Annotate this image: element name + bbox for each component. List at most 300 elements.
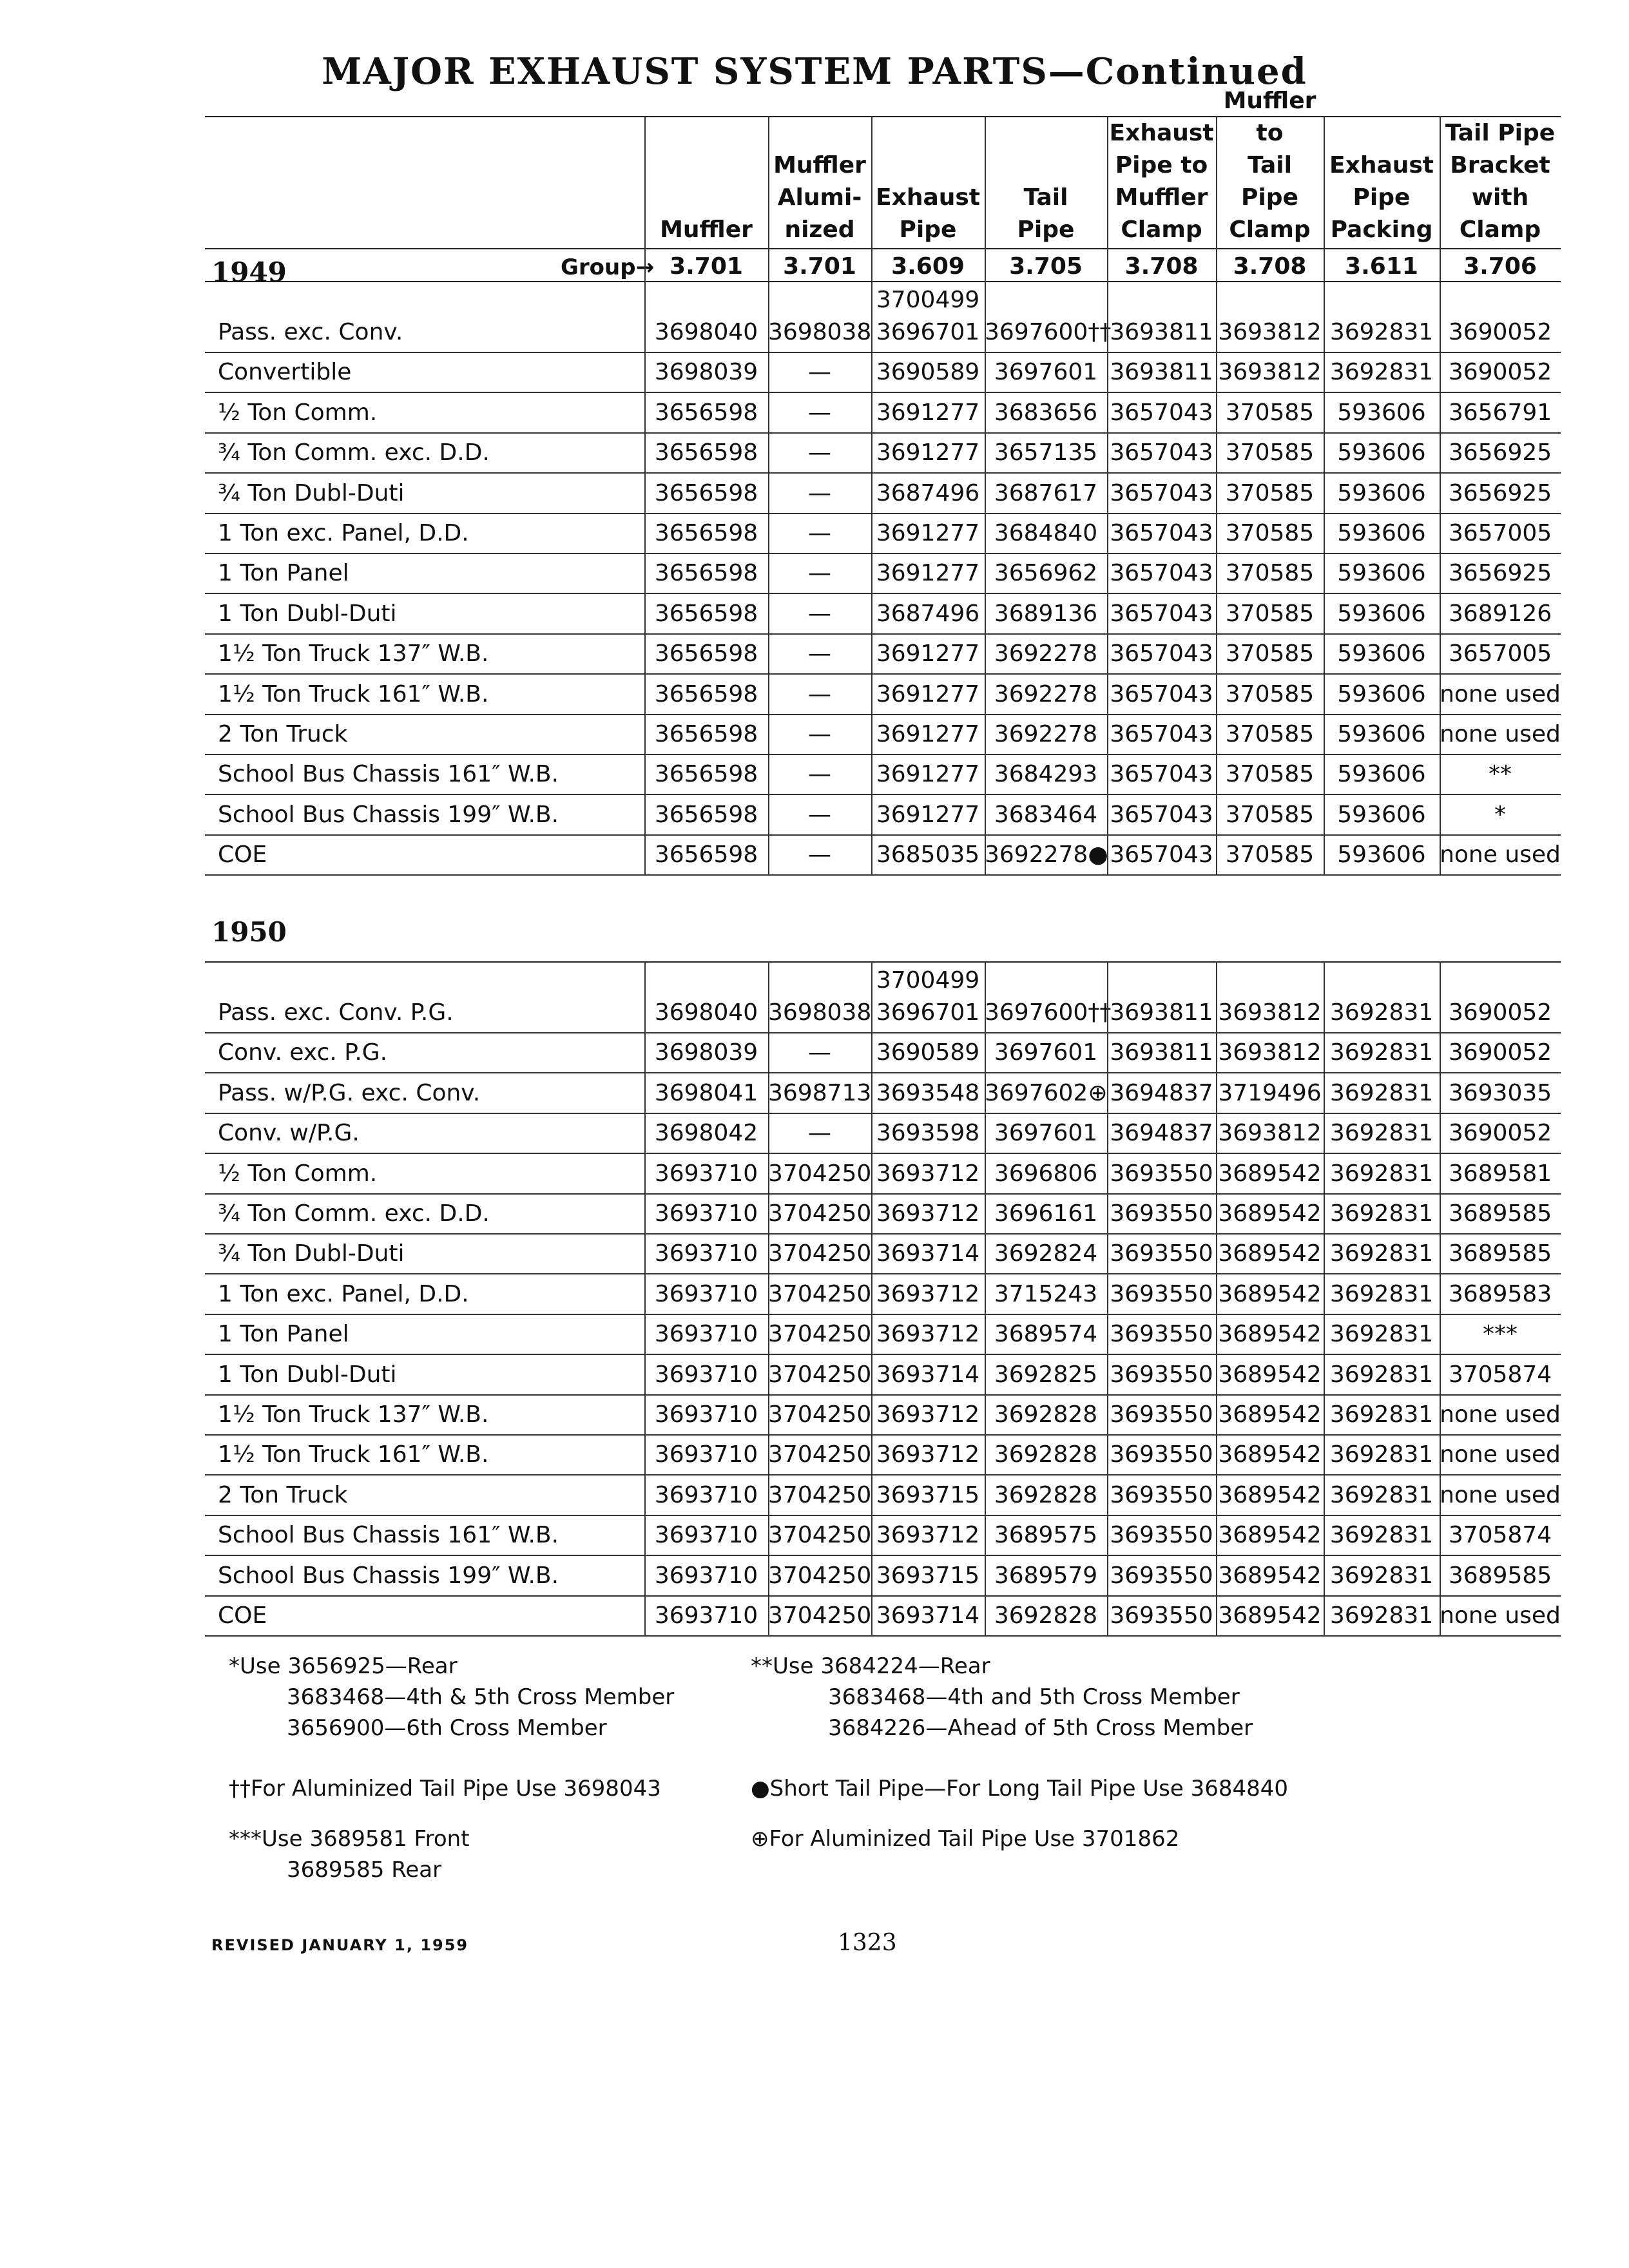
table-cell: 3704250: [768, 1441, 872, 1468]
table-cell: none used: [1440, 1602, 1561, 1629]
table-cell: 3696161: [994, 1200, 1098, 1227]
table-cell: 3687496: [876, 600, 980, 627]
table-cell: 593606: [1337, 761, 1426, 788]
table-cell: 3719496: [1218, 1079, 1322, 1106]
table-cell: 3656598: [654, 520, 758, 546]
table-cell: 3657043: [1110, 600, 1213, 627]
row-label: ¾ Ton Comm. exc. D.D.: [218, 439, 490, 466]
table-cell: 3705874: [1448, 1361, 1552, 1388]
table-cell: 370585: [1225, 761, 1315, 788]
table-cell: 3692828: [994, 1602, 1098, 1629]
table-cell: 3693812: [1218, 359, 1322, 386]
table-cell: 3693550: [1110, 1602, 1213, 1629]
table-cell: 3690052: [1448, 1120, 1552, 1147]
table-cell: 3692831: [1329, 1321, 1434, 1348]
table-cell: 3693710: [654, 1361, 758, 1388]
table-cell: 3689542: [1218, 1160, 1322, 1187]
table-cell: 3696701: [876, 999, 980, 1026]
table-cell: 3689542: [1218, 1522, 1322, 1549]
row-label: 1 Ton Panel: [218, 1321, 349, 1348]
column-header-line: to: [1256, 120, 1284, 146]
table-cell: 3692831: [1329, 1401, 1434, 1428]
table-cell: 3656925: [1448, 560, 1552, 587]
table-cell: 3693550: [1110, 1240, 1213, 1267]
table-cell: 3656598: [654, 640, 758, 668]
column-header: [768, 116, 871, 246]
table-cell: none used: [1440, 680, 1561, 707]
table-cell: 3692831: [1329, 1240, 1434, 1267]
column-header-line: Pipe: [1017, 216, 1075, 243]
table-cell: 3689574: [994, 1321, 1098, 1348]
table-cell: 3693710: [654, 1200, 758, 1227]
table-cell: 3693715: [876, 1481, 980, 1508]
column-header-line: Muffler: [660, 216, 753, 243]
table-cell: 3692831: [1329, 359, 1434, 386]
table-cell: 3657043: [1110, 721, 1213, 747]
row-label: ½ Ton Comm.: [218, 1160, 378, 1187]
table-cell: 3692825: [994, 1361, 1098, 1388]
table-cell: 3698039: [654, 359, 758, 386]
table-cell: 3697601: [994, 1039, 1098, 1066]
table-cell: 3693811: [1110, 999, 1213, 1026]
table-cell: 3689542: [1218, 1200, 1322, 1227]
table-cell: 3692831: [1329, 1361, 1434, 1388]
footnote-line: **Use 3684224—Rear: [751, 1653, 990, 1679]
row-label: COE: [218, 1602, 267, 1629]
table-cell: 593606: [1337, 439, 1426, 466]
column-header-line: Muffler: [1115, 184, 1208, 211]
table-cell: 370585: [1225, 721, 1315, 747]
table-cell: 3697601: [994, 1120, 1098, 1147]
table-cell: 3693710: [654, 1401, 758, 1428]
column-divider: [985, 961, 986, 1635]
footnote-line: 3684226—Ahead of 5th Cross Member: [828, 1715, 1253, 1741]
table-cell: 370585: [1225, 399, 1315, 426]
table-cell: 3692828: [994, 1401, 1098, 1428]
table-cell: 3693710: [654, 1280, 758, 1307]
table-cell: 3656598: [654, 680, 758, 707]
table-cell: —: [808, 721, 831, 747]
table-cell: 3689542: [1218, 1602, 1322, 1629]
row-label: 1½ Ton Truck 161″ W.B.: [218, 680, 489, 707]
table-cell: —: [808, 1120, 831, 1147]
table-cell: 3689542: [1218, 1240, 1322, 1267]
table-cell: 3693714: [876, 1361, 980, 1388]
row-label: 1½ Ton Truck 137″ W.B.: [218, 1401, 489, 1428]
table-cell: 3691277: [876, 761, 980, 788]
group-number: 3.706: [1463, 253, 1537, 280]
table-cell: 3656925: [1448, 479, 1552, 506]
footnote-line: 3683468—4th & 5th Cross Member: [287, 1684, 675, 1710]
row-label: 1 Ton exc. Panel, D.D.: [218, 520, 469, 546]
column-divider: [1216, 116, 1217, 281]
table-cell: 3656598: [654, 841, 758, 869]
table-cell: ***: [1483, 1321, 1518, 1348]
table-cell: 3693712: [876, 1321, 980, 1348]
table-cell: 3693550: [1110, 1522, 1213, 1549]
table-cell: 3691277: [876, 640, 980, 668]
table-cell: 3689542: [1218, 1481, 1322, 1508]
table-cell: 3689542: [1218, 1280, 1322, 1307]
table-cell: 3698042: [654, 1120, 758, 1147]
table-cell: 3691277: [876, 721, 980, 747]
table-cell: 3693550: [1110, 1401, 1213, 1428]
table-cell: 3687617: [994, 479, 1098, 506]
table-cell: 3690052: [1448, 999, 1552, 1026]
column-divider: [768, 961, 769, 1635]
column-divider: [1107, 281, 1108, 874]
table-cell: 3698041: [654, 1079, 758, 1106]
table-cell: 3683464: [994, 801, 1098, 828]
table-cell-upper: 3700499: [876, 967, 980, 994]
group-label: Group→: [561, 255, 655, 280]
column-divider: [871, 116, 872, 281]
table-cell: 593606: [1337, 801, 1426, 828]
table-cell: 3657043: [1110, 801, 1213, 828]
table-cell: none used: [1440, 1481, 1561, 1508]
row-label: 1½ Ton Truck 137″ W.B.: [218, 640, 489, 668]
table-cell: 3693811: [1110, 319, 1213, 345]
table-cell: 3693715: [876, 1562, 980, 1589]
table-cell: —: [808, 600, 831, 627]
column-divider: [768, 116, 769, 281]
table-cell: 3693712: [876, 1441, 980, 1468]
column-header-line: Tail Pipe: [1445, 120, 1556, 146]
table-cell: 3684840: [994, 520, 1098, 546]
column-divider: [985, 281, 986, 874]
row-label: School Bus Chassis 199″ W.B.: [218, 1562, 559, 1589]
row-label: 1 Ton exc. Panel, D.D.: [218, 1280, 469, 1307]
year-heading: 1950: [211, 916, 287, 948]
table-cell: 3698040: [654, 999, 758, 1026]
column-divider: [1107, 116, 1108, 281]
table-cell: 3692831: [1329, 1441, 1434, 1468]
table-cell: 3692831: [1329, 1039, 1434, 1066]
table-cell: 3693710: [654, 1321, 758, 1348]
column-header-line: Exhaust: [1329, 152, 1434, 178]
table-cell: 3689542: [1218, 1441, 1322, 1468]
row-label: ½ Ton Comm.: [218, 399, 378, 426]
table-cell: 3697600††: [985, 999, 1112, 1026]
table-cell: 3689542: [1218, 1401, 1322, 1428]
column-header-line: Tail Pipe: [1241, 152, 1298, 211]
table-cell: 3693714: [876, 1602, 980, 1629]
table-cell: 3692831: [1329, 1602, 1434, 1629]
table-cell: —: [808, 1039, 831, 1066]
row-label: Pass. w/P.G. exc. Conv.: [218, 1079, 481, 1106]
table-cell: 3656925: [1448, 439, 1552, 466]
row-label: Convertible: [218, 359, 352, 386]
table-cell: 3691277: [876, 520, 980, 546]
table-cell: 3693811: [1110, 359, 1213, 386]
table-cell: 3692831: [1329, 1120, 1434, 1147]
table-cell: —: [808, 439, 831, 466]
table-cell: 3656598: [654, 801, 758, 828]
column-header: [1324, 116, 1440, 246]
table-cell: 3657043: [1110, 439, 1213, 466]
table-cell: 3657043: [1110, 841, 1213, 869]
column-divider: [1440, 116, 1441, 281]
footnote-line: ⊕For Aluminized Tail Pipe Use 3701862: [751, 1826, 1180, 1852]
column-divider: [644, 281, 646, 874]
footnote-line: 3656900—6th Cross Member: [287, 1715, 607, 1741]
table-cell: 3693548: [876, 1079, 980, 1106]
table-cell: 3692831: [1329, 1481, 1434, 1508]
row-label: COE: [218, 841, 267, 869]
group-number: 3.611: [1345, 253, 1418, 280]
column-header-line: with: [1471, 184, 1529, 211]
column-divider: [1324, 961, 1325, 1635]
column-header-line: Packing: [1330, 216, 1433, 243]
table-cell-upper: 3700499: [876, 287, 980, 313]
column-header-line: Muffler: [1223, 88, 1316, 114]
table-cell: 3693550: [1110, 1160, 1213, 1187]
group-number: 3.701: [670, 253, 743, 280]
table-cell: 3693712: [876, 1401, 980, 1428]
table-cell: 3693812: [1218, 999, 1322, 1026]
footnote-line: ●Short Tail Pipe—For Long Tail Pipe Use 3684840: [751, 1776, 1289, 1802]
table-cell: 3689542: [1218, 1321, 1322, 1348]
table-cell: —: [808, 399, 831, 426]
table-cell: 3704250: [768, 1481, 872, 1508]
table-cell: 3657043: [1110, 479, 1213, 506]
header-group-rule: [205, 248, 1561, 249]
table-cell: 3715243: [994, 1280, 1098, 1307]
table-cell: 3690589: [876, 1039, 980, 1066]
table-cell: 3689585: [1448, 1200, 1552, 1227]
column-header-line: Clamp: [1229, 216, 1311, 243]
table-cell: 3656791: [1448, 399, 1552, 426]
table-cell: 3689581: [1448, 1160, 1552, 1187]
table-cell: 3692831: [1329, 1522, 1434, 1549]
footnote-line: ***Use 3689581 Front: [229, 1826, 470, 1852]
table-cell: 3692831: [1329, 1160, 1434, 1187]
table-cell: 593606: [1337, 680, 1426, 707]
row-label: 2 Ton Truck: [218, 721, 348, 747]
table-cell: 3684293: [994, 761, 1098, 788]
row-label: Pass. exc. Conv. P.G.: [218, 999, 454, 1026]
table-cell: 3657043: [1110, 680, 1213, 707]
table-cell: 3692828: [994, 1481, 1098, 1508]
table-cell: 3694837: [1110, 1120, 1213, 1147]
column-divider: [985, 116, 986, 281]
table-cell: 3693714: [876, 1240, 980, 1267]
table-cell: 3689542: [1218, 1562, 1322, 1589]
table-cell: 3705874: [1448, 1522, 1552, 1549]
column-divider: [1216, 961, 1217, 1635]
table-cell: 370585: [1225, 600, 1315, 627]
table-cell: 3692278: [994, 640, 1098, 668]
column-header: [644, 116, 768, 246]
table-cell: 3698040: [654, 319, 758, 345]
table-cell: 3690052: [1448, 359, 1552, 386]
table-cell: none used: [1440, 841, 1561, 869]
table-cell: 3691277: [876, 399, 980, 426]
table-cell: 3657043: [1110, 761, 1213, 788]
column-header-line: Bracket: [1450, 152, 1550, 178]
table-cell: 3689136: [994, 600, 1098, 627]
column-divider: [1107, 961, 1108, 1635]
table-cell: 370585: [1225, 439, 1315, 466]
table-cell: 3657043: [1110, 640, 1213, 668]
table-cell: 3693811: [1110, 1039, 1213, 1066]
table-cell: 3693712: [876, 1200, 980, 1227]
table-cell: 3704250: [768, 1361, 872, 1388]
table-cell: none used: [1440, 1441, 1561, 1468]
table-cell: 3693550: [1110, 1321, 1213, 1348]
table-cell: 3692831: [1329, 319, 1434, 345]
page-title: MAJOR EXHAUST SYSTEM PARTS—Continued: [322, 50, 1307, 93]
row-label: 1 Ton Dubl-Duti: [218, 1361, 397, 1388]
table-cell: 3656598: [654, 439, 758, 466]
table-cell: 3689126: [1448, 600, 1552, 627]
column-divider: [1440, 961, 1441, 1635]
table-cell: —: [808, 640, 831, 668]
column-header: [1107, 116, 1216, 246]
table-cell: 370585: [1225, 640, 1315, 668]
column-divider: [1440, 281, 1441, 874]
table-cell: 370585: [1225, 479, 1315, 506]
table-cell: 370585: [1225, 801, 1315, 828]
column-divider: [644, 961, 646, 1635]
table-cell: none used: [1440, 721, 1561, 747]
column-header-line: Exhaust: [876, 184, 980, 211]
table-cell: 3693710: [654, 1240, 758, 1267]
table-cell: 3692831: [1329, 1280, 1434, 1307]
table-cell: 3691277: [876, 560, 980, 587]
row-label: ¾ Ton Dubl-Duti: [218, 479, 405, 506]
table-cell: 3693550: [1110, 1441, 1213, 1468]
table-cell: 3693550: [1110, 1481, 1213, 1508]
table-cell: 3697602⊕: [985, 1079, 1108, 1106]
group-number: 3.609: [891, 253, 965, 280]
table-cell: —: [808, 841, 831, 869]
table-cell: 3656598: [654, 399, 758, 426]
table-cell: 3690052: [1448, 319, 1552, 345]
table-cell: 3694837: [1110, 1079, 1213, 1106]
row-label: 1 Ton Dubl-Duti: [218, 600, 397, 627]
table-cell: 3656598: [654, 721, 758, 747]
column-divider: [1324, 281, 1325, 874]
table-cell: 370585: [1225, 841, 1315, 869]
table-cell: 3696806: [994, 1160, 1098, 1187]
row-label: School Bus Chassis 161″ W.B.: [218, 1522, 559, 1549]
table-cell: 593606: [1337, 399, 1426, 426]
table-cell: 3692278: [994, 680, 1098, 707]
table-cell: 3697600††: [985, 319, 1112, 345]
table-cell: 3704250: [768, 1240, 872, 1267]
table-cell: 3704250: [768, 1522, 872, 1549]
table-cell: 3683656: [994, 399, 1098, 426]
row-label: ¾ Ton Comm. exc. D.D.: [218, 1200, 490, 1227]
table-cell: 3689579: [994, 1562, 1098, 1589]
table-cell: —: [808, 520, 831, 546]
row-label: School Bus Chassis 199″ W.B.: [218, 801, 559, 828]
row-label: Conv. w/P.G.: [218, 1120, 360, 1147]
table-cell: 3696701: [876, 319, 980, 345]
row-label: Conv. exc. P.G.: [218, 1039, 388, 1066]
table-cell: 3698038: [768, 999, 872, 1026]
table-cell: 370585: [1225, 680, 1315, 707]
table-cell: 3657005: [1448, 520, 1552, 546]
table-cell: 3693712: [876, 1280, 980, 1307]
table-cell: 3693710: [654, 1602, 758, 1629]
table-cell: 3693710: [654, 1562, 758, 1589]
table-cell: 3689542: [1218, 1361, 1322, 1388]
page-number: 1323: [838, 1930, 897, 1956]
group-number: 3.708: [1124, 253, 1199, 280]
table-cell: 3693710: [654, 1522, 758, 1549]
table-cell: 3693712: [876, 1522, 980, 1549]
column-header-line: Alumi-: [777, 184, 862, 211]
column-header-line: Exhaust: [1109, 120, 1214, 146]
table-cell: 3704250: [768, 1401, 872, 1428]
table-cell: 3657135: [994, 439, 1098, 466]
table-cell: 593606: [1337, 841, 1426, 869]
column-divider: [1216, 281, 1217, 874]
table-cell: 3656598: [654, 479, 758, 506]
table-cell: 370585: [1225, 560, 1315, 587]
table-cell: 370585: [1225, 520, 1315, 546]
table-cell: 3657043: [1110, 399, 1213, 426]
table-cell: 3698713: [768, 1079, 872, 1106]
table-cell: 3689583: [1448, 1280, 1552, 1307]
column-header-line: Clamp: [1121, 216, 1202, 243]
column-divider: [871, 961, 872, 1635]
table-cell: *: [1494, 801, 1506, 828]
table-cell: 3692828: [994, 1441, 1098, 1468]
table-cell: 3698039: [654, 1039, 758, 1066]
table-cell: 3692824: [994, 1240, 1098, 1267]
column-divider: [768, 281, 769, 874]
table-cell: 3689585: [1448, 1240, 1552, 1267]
table-cell: 3656598: [654, 560, 758, 587]
table-cell: 3693550: [1110, 1562, 1213, 1589]
table-cell: 3704250: [768, 1321, 872, 1348]
row-label: 1½ Ton Truck 161″ W.B.: [218, 1441, 489, 1468]
row-label: ¾ Ton Dubl-Duti: [218, 1240, 405, 1267]
table-cell: 3698038: [768, 319, 872, 345]
table-cell: 3697601: [994, 359, 1098, 386]
table-cell: 3656962: [994, 560, 1098, 587]
table-cell: —: [808, 801, 831, 828]
table-cell: 3692831: [1329, 1200, 1434, 1227]
table-cell: 3693812: [1218, 1039, 1322, 1066]
column-header-line: Pipe: [1353, 184, 1411, 211]
table-cell: —: [808, 761, 831, 788]
column-header: [1440, 116, 1561, 246]
column-header: [1216, 88, 1324, 246]
table-cell: —: [808, 560, 831, 587]
column-header-line: Pipe: [899, 216, 957, 243]
table-cell: 593606: [1337, 520, 1426, 546]
table-cell: 3693812: [1218, 1120, 1322, 1147]
table-cell: 3656598: [654, 761, 758, 788]
table-cell: 593606: [1337, 479, 1426, 506]
table-cell: 3691277: [876, 439, 980, 466]
table-cell: 3689575: [994, 1522, 1098, 1549]
column-header-line: Clamp: [1459, 216, 1541, 243]
column-header-line: Tail: [1023, 184, 1068, 211]
table-cell: 3689585: [1448, 1562, 1552, 1589]
table-cell: 3687496: [876, 479, 980, 506]
table-cell: 3692278: [994, 721, 1098, 747]
table-cell: 3692278●: [985, 841, 1108, 869]
table-cell: 3693812: [1218, 319, 1322, 345]
table-cell: none used: [1440, 1401, 1561, 1428]
row-label: 1 Ton Panel: [218, 560, 349, 587]
table-cell: 593606: [1337, 721, 1426, 747]
